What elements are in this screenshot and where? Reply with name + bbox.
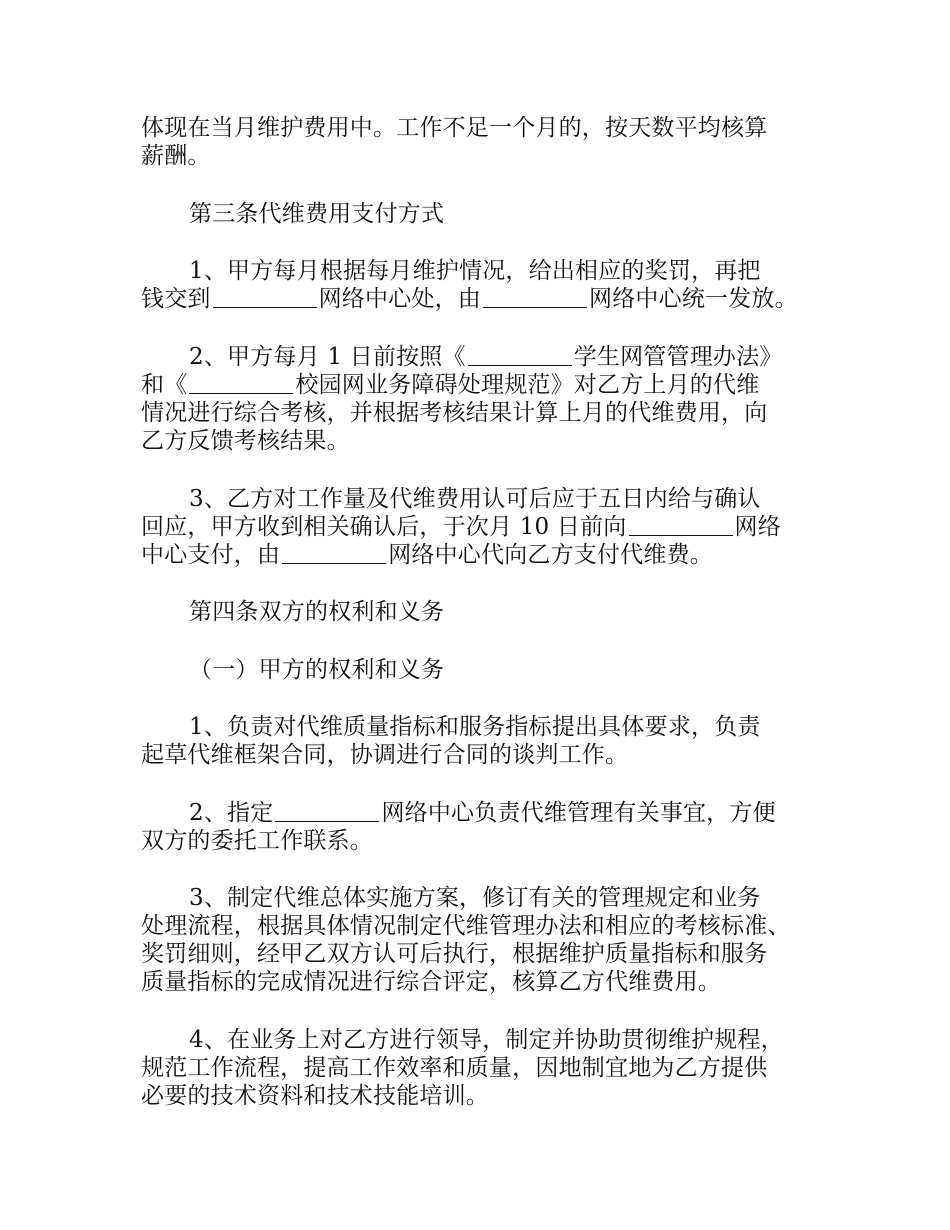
paragraph-line: 奖罚细则，经甲乙双方认可后执行，根据维护质量指标和服务 <box>141 941 768 967</box>
fill-in-blank <box>629 513 733 536</box>
subsection-heading: （一）甲方的权利和义务 <box>189 657 445 683</box>
paragraph-line: 处理流程，根据具体情况制定代维管理办法和相应的考核标准、 <box>141 913 791 939</box>
paragraph-line: 必要的技术资料和技术技能培训。 <box>141 1083 489 1109</box>
paragraph-line: 1、负责对代维质量指标和服务指标提出具体要求，负责 <box>189 714 761 740</box>
text-run: 学生网管管理办法》 <box>573 344 783 370</box>
text-run: 网络中心代向乙方支付代维费。 <box>388 542 714 568</box>
text-run: 网络中心负责代维管理有关事宜，方便 <box>381 800 776 826</box>
fill-in-blank <box>483 285 587 308</box>
paragraph-line <box>189 343 783 371</box>
paragraph-line: 乙方反馈考核结果。 <box>141 428 350 454</box>
text-run: 中心支付，由 <box>141 542 281 568</box>
paragraph-line <box>141 513 781 541</box>
text-run: 2、指定 <box>189 800 274 826</box>
paragraph-line <box>141 285 798 313</box>
paragraph-line: 起草代维框架合同，协调进行合同的谈判工作。 <box>141 742 629 768</box>
text-run: 和《 <box>141 372 188 398</box>
paragraph-line: 3、乙方对工作量及代维费用认可后应于五日内给与确认 <box>189 486 761 512</box>
fill-in-blank <box>282 541 386 564</box>
fill-in-blank <box>275 799 379 822</box>
paragraph-line: 1、甲方每月根据每月维护情况，给出相应的奖罚，再把 <box>189 258 761 284</box>
text-run: 钱交到 <box>141 286 211 312</box>
paragraph-line: 3、制定代维总体实施方案，修订有关的管理规定和业务 <box>189 885 761 911</box>
paragraph-line: 4、在业务上对乙方进行领导，制定并协助贯彻维护规程， <box>189 1027 784 1053</box>
paragraph-line: 情况进行综合考核，并根据考核结果计算上月的代维费用，向 <box>141 400 768 426</box>
paragraph-line: 双方的委托工作联系。 <box>141 828 373 854</box>
text-run: 2、甲方每月 1 日前按照《 <box>189 344 466 370</box>
section-heading-4: 第四条双方的权利和义务 <box>189 599 445 625</box>
paragraph-line: 规范工作流程，提高工作效率和质量，因地制宜地为乙方提供 <box>141 1055 768 1081</box>
paragraph-line: 体现在当月维护费用中。工作不足一个月的，按天数平均核算 <box>141 115 768 141</box>
fill-in-blank <box>468 343 572 366</box>
paragraph-line <box>189 799 776 827</box>
paragraph-line: 质量指标的完成情况进行综合评定，核算乙方代维费用。 <box>141 969 721 995</box>
fill-in-blank <box>213 285 317 308</box>
text-run: 网络中心统一发放。 <box>589 286 798 312</box>
text-run: 回应，甲方收到相关确认后，于次月 10 日前向 <box>141 514 627 540</box>
text-run: 校园网业务障碍处理规范》对乙方上月的代维 <box>295 372 760 398</box>
text-run: 网络 <box>734 514 781 540</box>
section-heading-3: 第三条代维费用支付方式 <box>189 201 445 227</box>
paragraph-line <box>141 541 713 569</box>
text-run: 网络中心处，由 <box>318 286 482 312</box>
paragraph-line <box>141 371 759 399</box>
paragraph-line: 薪酬。 <box>141 143 211 169</box>
fill-in-blank <box>189 371 293 394</box>
